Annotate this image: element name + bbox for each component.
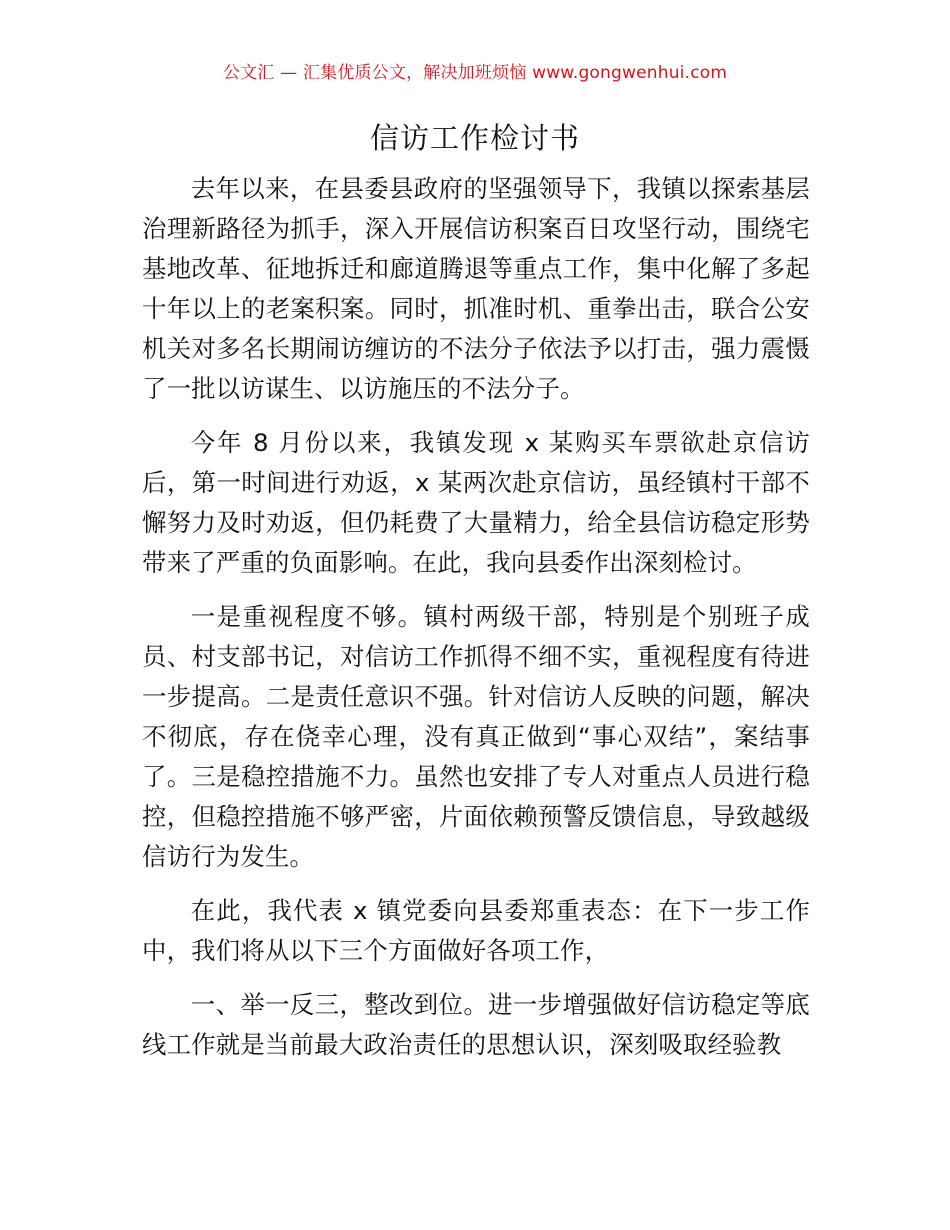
site-header-banner: 公文汇 — 汇集优质公文，解决加班烦恼 www.gongwenhui.com: [222, 63, 728, 83]
paragraph-5: 一、举一反三，整改到位。进一步增强做好信访稳定等底线工作就是当前最大政治责任的思想认识，深刻吸取经验教: [142, 990, 810, 1059]
paragraph-1: 去年以来，在县委县政府的坚强领导下，我镇以探索基层治理新路径为抓手，深入开展信访积案百日攻坚行动，围绕宅基地改革、征地拆迁和廊道腾退等重点工作，集中化解了多起十年以上的老案积案。同时，抓准时机、重拳出击，联合公安机关对多名长期闹访缠访的不法分子依法予以打击，强力震慑了一批以访谋生、以访施压的不法分子。: [142, 174, 810, 403]
paragraph-2: 今年 8 月份以来，我镇发现 x 某购买车票欲赴京信访后，第一时间进行劝返，x 某两次赴京信访，虽经镇村干部不懈努力及时劝返，但仍耗费了大量精力，给全县信访稳定形势带来了严重的负面影响。在此，我向县委作出深刻检讨。: [142, 428, 810, 577]
paragraph-3: 一是重视程度不够。镇村两级干部，特别是个别班子成员、村支部书记，对信访工作抓得不细不实，重视程度有待进一步提高。二是责任意识不强。针对信访人反映的问题，解决不彻底，存在侥幸心理，没有真正做到“事心双结”，案结事了。三是稳控措施不力。虽然也安排了专人对重点人员进行稳控，但稳控措施不够严密，片面依赖预警反馈信息，导致越级信访行为发生。: [142, 602, 810, 871]
paragraph-4: 在此，我代表 x 镇党委向县委郑重表态：在下一步工作中，我们将从以下三个方面做好各项工作，: [142, 896, 810, 965]
document-title: 信访工作检讨书: [369, 121, 580, 155]
document-body: [142, 169, 810, 1079]
